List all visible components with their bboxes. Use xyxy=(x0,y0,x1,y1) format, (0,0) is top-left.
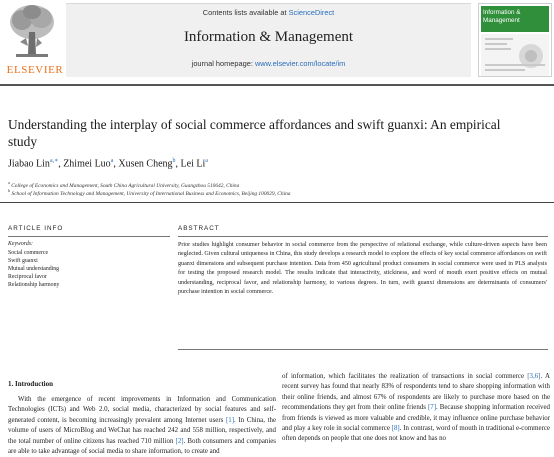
abstract-bottom-divider xyxy=(178,349,548,350)
abstract-heading: ABSTRACT xyxy=(178,225,220,232)
body-text: . Because shopping information received from friends is viewed as more valuable and credible, it may influence online purchase behavior and play a key role in social commerce xyxy=(282,404,550,433)
author-separator: , xyxy=(113,158,119,170)
sciencedirect-link[interactable]: ScienceDirect xyxy=(288,8,335,17)
article-info-divider xyxy=(8,236,170,237)
body-text: . In China, the volume of users of MicroBlog and WeChat has reached 242 and 558 million, respectively, and the total number of online citizens has reached 710 million xyxy=(8,416,276,445)
body-text: . Both consumers and companies are able to take advantage of social media to share information, to create and xyxy=(8,437,276,456)
affiliation-text: College of Economics and Management, South China Agricultural University, Guangzhou 510642, China xyxy=(9,182,240,189)
journal-banner xyxy=(66,3,471,77)
affiliation-mark: a xyxy=(8,180,10,185)
author-affiliation-mark: a xyxy=(205,158,208,164)
affiliation-mark: b xyxy=(8,188,11,193)
body-text: of information, which facilitates the realization of transactions in social commerce xyxy=(282,373,528,380)
author-name[interactable]: Lei Li xyxy=(180,158,206,170)
elsevier-tree-icon xyxy=(8,2,56,60)
abstract-text: Prior studies highlight consumer behavior in social commerce from the perspective of relational exchange, while culture-driven aspects have been neglected. Given cultural uniqueness in China, this study develops a research model to explore the effects of key social commerce affordances on swift guanxi dimensions and subsequent purchase intention. Data from 450 agricultural product consumers in social commerce were used in PLS analysis for testing the proposed research model. The results indicate that interactivity, stickiness, and word of mouth exert positive effects on mutual understanding, reciprocal favor, and relationship harmony, to various degrees. In turn, swift guanxi dimensions are determinants of consumers' purchase intention in social commerce. xyxy=(178,242,547,296)
keywords-label: Keywords: xyxy=(8,241,33,247)
title-divider xyxy=(0,202,554,203)
article-title: Understanding the interplay of social commerce affordances and swift guanxi: An empirical study xyxy=(8,117,501,149)
journal-title: Information & Management xyxy=(183,29,354,45)
body-text: . In contrast, word of mouth in traditional e-commerce often depends on people that one does not know and has no xyxy=(282,425,550,443)
keyword-item: Social commerce xyxy=(8,250,49,256)
elsevier-logo[interactable] xyxy=(4,2,64,78)
citation-link[interactable]: [2] xyxy=(175,437,184,445)
citation-link[interactable]: [7] xyxy=(427,404,436,412)
body-column-left xyxy=(8,395,276,457)
journal-header xyxy=(0,0,554,82)
author-separator: , xyxy=(58,158,64,170)
cover-title: Information & Management xyxy=(483,9,521,24)
citation-link[interactable]: [8] xyxy=(391,425,400,433)
author-affiliation-mark: b xyxy=(172,158,176,164)
body-column-right xyxy=(282,372,550,445)
author-affiliation-mark: a,∗ xyxy=(49,158,59,164)
journal-cover-thumbnail[interactable] xyxy=(478,3,552,77)
keyword-item: Relationship harmony xyxy=(8,282,60,288)
citation-link[interactable]: [3,6] xyxy=(527,373,541,380)
cover-image xyxy=(481,34,549,76)
publisher-name: ELSEVIER xyxy=(6,64,64,76)
homepage-line xyxy=(66,59,471,68)
author-name[interactable]: Xusen Cheng xyxy=(118,158,173,170)
author-separator: , xyxy=(175,158,181,170)
article-info-heading: ARTICLE INFO xyxy=(8,225,64,232)
body-text: With the emergence of recent improvements in Information and Communication Technologies (ICTs) and Web 2.0, social media, characterized by social features and self-generated content, is becoming increasingly prevalent among Internet users xyxy=(8,396,276,424)
keyword-item: Reciprocal favor xyxy=(8,274,47,280)
homepage-prefix: journal homepage: xyxy=(191,59,255,68)
journal-homepage-link[interactable]: www.elsevier.com/locate/im xyxy=(254,59,346,68)
affiliation-text: School of Information Technology and Management, University of International Business and Economics, Beijing 100029, China xyxy=(10,190,291,197)
contents-prefix: Contents lists available at xyxy=(202,8,289,17)
header-divider xyxy=(0,84,554,86)
keyword-item: Swift guanxi xyxy=(8,258,38,264)
author-name[interactable]: Zhimei Luo xyxy=(63,158,111,170)
citation-link[interactable]: [1] xyxy=(225,416,235,424)
contents-line xyxy=(66,8,471,17)
body-text: . A recent survey has found that nearly 83% of respondents tend to share shopping information with their online friends, and almost 67% of respondents are likely to purchase more based on the recommendations they get from their online friends xyxy=(282,373,551,412)
affiliation xyxy=(8,188,548,197)
author-list xyxy=(8,157,538,169)
keyword-item: Mutual understanding xyxy=(8,266,60,272)
introduction-heading: 1. Introduction xyxy=(8,380,53,388)
author-affiliation-mark: a xyxy=(110,158,114,164)
abstract-divider xyxy=(178,236,548,237)
author-name[interactable]: Jiabao Lin xyxy=(8,158,50,170)
